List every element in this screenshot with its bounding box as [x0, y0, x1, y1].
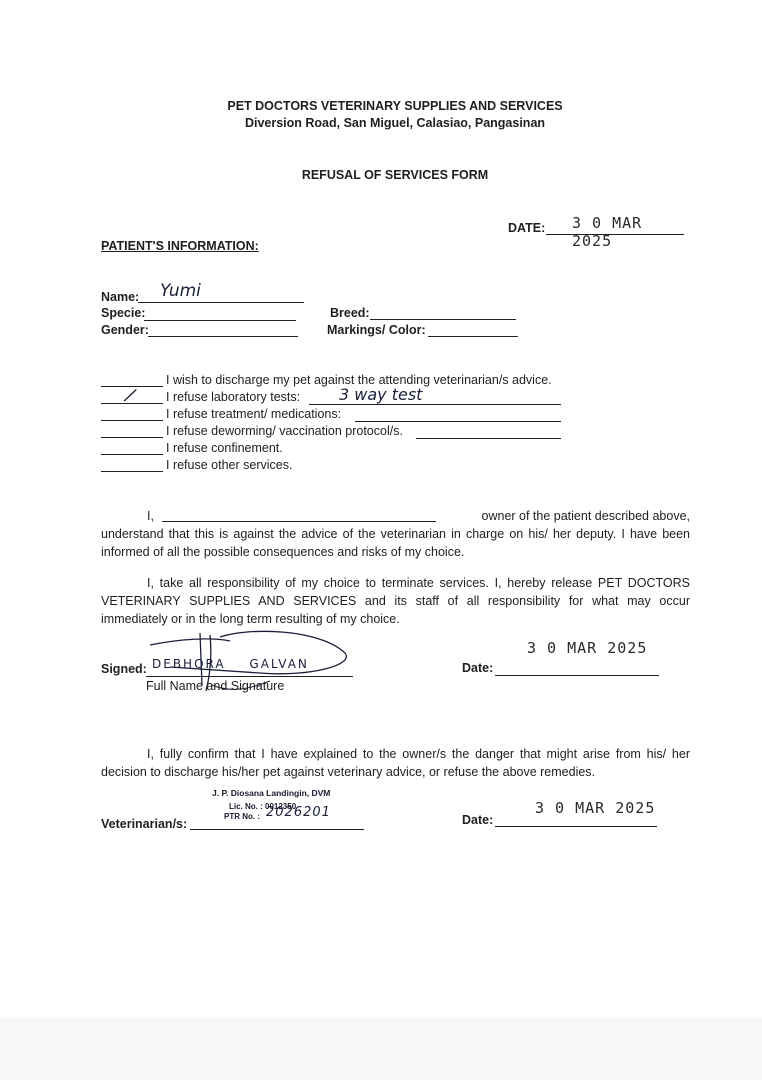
vet-date-label: Date: [462, 813, 494, 827]
option-blank[interactable] [101, 384, 163, 407]
option-text: I refuse laboratory tests: [166, 390, 301, 404]
form-title: REFUSAL OF SERVICES FORM [301, 168, 489, 182]
option-blank[interactable] [101, 459, 163, 472]
vet-stamp-name: J. P. Diosana Landingin, DVM [212, 788, 331, 798]
option-text: I wish to discharge my pet against the attending veterinarian/s advice. [166, 373, 552, 387]
option-row [101, 406, 571, 423]
owner-date-label: Date: [462, 661, 494, 675]
option-text: I refuse confinement. [166, 441, 283, 455]
option-text: I refuse deworming/ vaccination protocol/s. [166, 424, 403, 438]
option-row [101, 457, 571, 474]
option-row [101, 372, 571, 389]
specie-field[interactable] [144, 306, 296, 321]
gender-field[interactable] [148, 322, 298, 337]
option-text: I refuse treatment/ medications: [166, 407, 342, 421]
date-label: DATE: [508, 221, 546, 235]
option-detail-field[interactable] [309, 385, 561, 405]
company-name: PET DOCTORS VETERINARY SUPPLIES AND SERVICES [227, 99, 563, 113]
veterinarian-label: Veterinarian/s: [101, 817, 188, 831]
vet-date-field[interactable] [495, 799, 657, 827]
option-blank[interactable] [101, 408, 163, 421]
owner-name-field[interactable] [162, 507, 436, 522]
option-detail-field[interactable] [355, 408, 561, 422]
option-text: I refuse other services. [166, 458, 293, 472]
option-row [101, 384, 571, 407]
option-row [101, 423, 571, 440]
statement1-lead: I, [147, 509, 154, 523]
option-detail-field[interactable] [416, 425, 561, 439]
option-row [101, 440, 571, 457]
signature-caption: Full Name and Signature [146, 679, 285, 693]
markings-field[interactable] [428, 322, 518, 337]
owner-date-field[interactable] [495, 639, 659, 676]
option-blank[interactable] [101, 425, 163, 438]
statement1-body: understand that this is against the advice of the veterinarian in charge on his/ her deputy. I have been informed of all the possible consequences and risks of my choice. [101, 527, 690, 559]
vet-stamp-ptr-label: PTR No. : [224, 812, 260, 821]
signed-label: Signed: [101, 662, 147, 676]
owner-date-stamp: 3 0 MAR 2025 [527, 639, 648, 657]
date-stamp: 3 0 MAR 2025 [572, 214, 643, 250]
vet-stamp-ptr-value: 2026201 [266, 805, 331, 820]
name-label: Name: [101, 290, 140, 304]
statement1-line1-rest: owner of the patient described above, [481, 509, 690, 523]
option-blank[interactable] [101, 442, 163, 455]
patient-section-title: PATIENT'S INFORMATION: [101, 239, 259, 253]
company-address: Diversion Road, San Miguel, Calasiao, Pangasinan [244, 116, 546, 130]
breed-field[interactable] [370, 305, 516, 320]
option-mark: / [123, 384, 137, 407]
gender-label: Gender: [101, 323, 149, 337]
option-detail-handwriting: 3 way test [339, 385, 423, 404]
statement3-body: I, fully confirm that I have explained to the owner/s the danger that might arise from his/ her decision to discharge his/her pet against veterinary advice, or refuse the above remedies. [101, 747, 690, 779]
scan-bottom-band [0, 1018, 762, 1080]
name-field[interactable] [138, 281, 304, 303]
statement2-body: I, take all responsibility of my choice to terminate services. I, hereby release PET DOCTORS VETERINARY SUPPLIES AND SERVICES and its staff of all responsibility for what may occur immediately or in the long term resulting of my choice. [101, 576, 690, 626]
vet-stamp-license: Lic. No. : 0012350 [229, 802, 297, 811]
owner-signature-text: DEBHORA GALVAN [152, 657, 309, 671]
specie-label: Specie: [101, 306, 146, 320]
breed-label: Breed: [330, 306, 370, 320]
vet-date-stamp: 3 0 MAR 2025 [535, 799, 656, 817]
name-handwriting: Yumi [160, 281, 201, 301]
markings-label: Markings/ Color: [327, 323, 426, 337]
date-field[interactable] [546, 214, 684, 250]
